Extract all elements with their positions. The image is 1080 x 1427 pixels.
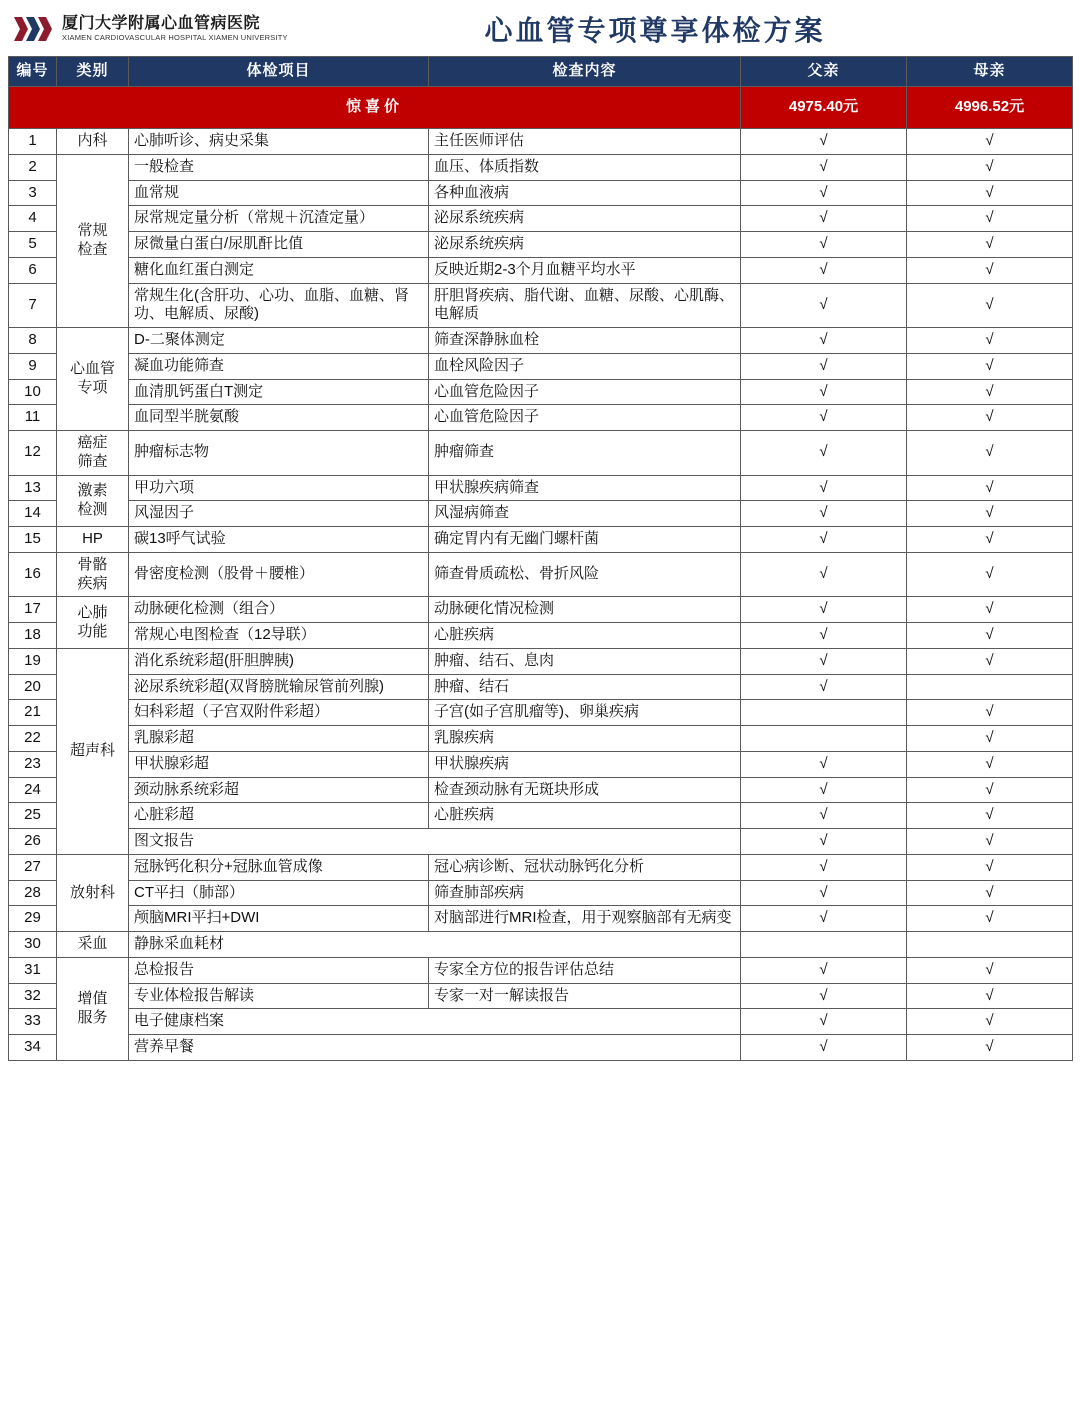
row-category: 激素 检测 <box>57 475 129 527</box>
row-description: 主任医师评估 <box>429 129 741 155</box>
father-check <box>741 932 907 958</box>
row-item: 尿微量白蛋白/尿肌酐比值 <box>129 232 429 258</box>
table-row <box>9 257 1073 283</box>
row-category: 常规 检查 <box>57 154 129 327</box>
table-row <box>9 777 1073 803</box>
row-number: 18 <box>9 623 57 649</box>
father-check: √ <box>741 475 907 501</box>
row-description: 肿瘤、结石、息肉 <box>429 648 741 674</box>
row-description: 检查颈动脉有无斑块形成 <box>429 777 741 803</box>
row-number: 28 <box>9 880 57 906</box>
row-category: 采血 <box>57 932 129 958</box>
row-category: 癌症 筛查 <box>57 431 129 476</box>
row-description: 反映近期2-3个月血糖平均水平 <box>429 257 741 283</box>
row-description: 血压、体质指数 <box>429 154 741 180</box>
row-description: 筛查肺部疾病 <box>429 880 741 906</box>
row-description: 心脏疾病 <box>429 623 741 649</box>
mother-check: √ <box>907 880 1073 906</box>
row-item: 心肺听诊、病史采集 <box>129 129 429 155</box>
mother-check: √ <box>907 957 1073 983</box>
row-description: 子宫(如子宫肌瘤等)、卵巢疾病 <box>429 700 741 726</box>
mother-check: √ <box>907 552 1073 597</box>
row-item: 糖化血红蛋白测定 <box>129 257 429 283</box>
row-category: 心肺 功能 <box>57 597 129 649</box>
row-item: 营养早餐 <box>129 1035 741 1061</box>
mother-check: √ <box>907 527 1073 553</box>
father-check: √ <box>741 154 907 180</box>
table-row <box>9 206 1073 232</box>
hospital-logo <box>8 13 298 45</box>
father-check: √ <box>741 353 907 379</box>
mother-check: √ <box>907 379 1073 405</box>
row-number: 27 <box>9 854 57 880</box>
table-row <box>9 431 1073 476</box>
row-description: 甲状腺疾病筛查 <box>429 475 741 501</box>
mother-check: √ <box>907 623 1073 649</box>
mother-check: √ <box>907 1035 1073 1061</box>
table-header <box>9 57 1073 87</box>
row-number: 33 <box>9 1009 57 1035</box>
row-number: 4 <box>9 206 57 232</box>
mother-check: √ <box>907 431 1073 476</box>
father-check: √ <box>741 283 907 328</box>
table-row <box>9 405 1073 431</box>
hospital-name-en: XIAMEN CARDIOVASCULAR HOSPITAL XIAMEN UNIVERSITY <box>62 33 288 43</box>
mother-check: √ <box>907 648 1073 674</box>
father-check: √ <box>741 328 907 354</box>
row-number: 30 <box>9 932 57 958</box>
table-row <box>9 232 1073 258</box>
row-description: 肝胆肾疾病、脂代谢、血糖、尿酸、心肌酶、电解质 <box>429 283 741 328</box>
row-item: 风湿因子 <box>129 501 429 527</box>
table-row <box>9 829 1073 855</box>
row-item: 消化系统彩超(肝胆脾胰) <box>129 648 429 674</box>
row-item: 一般检查 <box>129 154 429 180</box>
table-row <box>9 623 1073 649</box>
row-number: 8 <box>9 328 57 354</box>
row-item: 动脉硬化检测（组合） <box>129 597 429 623</box>
row-description: 动脉硬化情况检测 <box>429 597 741 623</box>
table-row <box>9 1009 1073 1035</box>
father-check: √ <box>741 379 907 405</box>
row-category: 超声科 <box>57 648 129 854</box>
mother-check: √ <box>907 829 1073 855</box>
mother-check: √ <box>907 803 1073 829</box>
father-check: √ <box>741 674 907 700</box>
table-row <box>9 854 1073 880</box>
mother-check: √ <box>907 983 1073 1009</box>
table-row <box>9 726 1073 752</box>
father-check: √ <box>741 880 907 906</box>
hospital-logo-text <box>62 16 288 43</box>
row-number: 11 <box>9 405 57 431</box>
mother-check: √ <box>907 206 1073 232</box>
father-check: √ <box>741 552 907 597</box>
table-row <box>9 1035 1073 1061</box>
table-row <box>9 154 1073 180</box>
row-category: 骨骼 疾病 <box>57 552 129 597</box>
table-body <box>9 87 1073 1061</box>
father-check: √ <box>741 829 907 855</box>
mother-check: √ <box>907 751 1073 777</box>
row-item: 碳13呼气试验 <box>129 527 429 553</box>
mother-check: √ <box>907 180 1073 206</box>
father-check: √ <box>741 983 907 1009</box>
mother-check: √ <box>907 726 1073 752</box>
row-item: 妇科彩超（子宫双附件彩超） <box>129 700 429 726</box>
price-label: 惊喜价 <box>9 87 741 129</box>
row-category: 放射科 <box>57 854 129 931</box>
row-item: 常规生化(含肝功、心功、血脂、血糖、肾功、电解质、尿酸) <box>129 283 429 328</box>
row-number: 17 <box>9 597 57 623</box>
table-row <box>9 983 1073 1009</box>
father-check: √ <box>741 777 907 803</box>
father-check <box>741 726 907 752</box>
row-item: 颈动脉系统彩超 <box>129 777 429 803</box>
row-description: 乳腺疾病 <box>429 726 741 752</box>
mother-check: √ <box>907 777 1073 803</box>
row-description: 心脏疾病 <box>429 803 741 829</box>
row-item: 乳腺彩超 <box>129 726 429 752</box>
row-item: 冠脉钙化积分+冠脉血管成像 <box>129 854 429 880</box>
row-description: 确定胃内有无幽门螺杆菌 <box>429 527 741 553</box>
father-check: √ <box>741 623 907 649</box>
table-row <box>9 501 1073 527</box>
row-item: 凝血功能筛查 <box>129 353 429 379</box>
row-item: 血同型半胱氨酸 <box>129 405 429 431</box>
row-description: 专家一对一解读报告 <box>429 983 741 1009</box>
row-number: 22 <box>9 726 57 752</box>
row-item: 电子健康档案 <box>129 1009 741 1035</box>
mother-check: √ <box>907 283 1073 328</box>
row-item: 专业体检报告解读 <box>129 983 429 1009</box>
father-check: √ <box>741 232 907 258</box>
table-row <box>9 700 1073 726</box>
row-number: 32 <box>9 983 57 1009</box>
col-header-desc: 检查内容 <box>429 57 741 87</box>
father-check: √ <box>741 751 907 777</box>
row-description: 肿瘤筛查 <box>429 431 741 476</box>
table-row <box>9 475 1073 501</box>
row-category: 心血管 专项 <box>57 328 129 431</box>
hospital-logo-icon <box>12 13 56 45</box>
father-check: √ <box>741 431 907 476</box>
row-item: 血常规 <box>129 180 429 206</box>
father-check: √ <box>741 129 907 155</box>
table-header-row <box>9 57 1073 87</box>
price-father: 4975.40元 <box>741 87 907 129</box>
table-row <box>9 180 1073 206</box>
table-row <box>9 379 1073 405</box>
row-description: 心血管危险因子 <box>429 405 741 431</box>
row-number: 1 <box>9 129 57 155</box>
father-check: √ <box>741 1035 907 1061</box>
row-item: 甲状腺彩超 <box>129 751 429 777</box>
father-check: √ <box>741 527 907 553</box>
table-row <box>9 751 1073 777</box>
mother-check <box>907 932 1073 958</box>
row-category: HP <box>57 527 129 553</box>
row-number: 10 <box>9 379 57 405</box>
row-description: 心血管危险因子 <box>429 379 741 405</box>
table-row <box>9 648 1073 674</box>
row-number: 6 <box>9 257 57 283</box>
row-description: 血栓风险因子 <box>429 353 741 379</box>
row-number: 31 <box>9 957 57 983</box>
mother-check: √ <box>907 405 1073 431</box>
table-row <box>9 880 1073 906</box>
row-description: 筛查骨质疏松、骨折风险 <box>429 552 741 597</box>
father-check: √ <box>741 180 907 206</box>
row-description: 筛查深静脉血栓 <box>429 328 741 354</box>
row-item: 甲功六项 <box>129 475 429 501</box>
row-item: 肿瘤标志物 <box>129 431 429 476</box>
row-description: 风湿病筛查 <box>429 501 741 527</box>
row-category: 增值 服务 <box>57 957 129 1060</box>
father-check: √ <box>741 957 907 983</box>
row-description: 各种血液病 <box>429 180 741 206</box>
page-title: 心血管专项尊享体检方案 <box>484 16 826 47</box>
row-number: 13 <box>9 475 57 501</box>
mother-check: √ <box>907 475 1073 501</box>
hospital-name-cn: 厦门大学附属心血管病医院 <box>62 14 261 32</box>
row-item: 常规心电图检查（12导联） <box>129 623 429 649</box>
row-number: 26 <box>9 829 57 855</box>
col-header-no: 编号 <box>9 57 57 87</box>
price-row <box>9 87 1073 129</box>
table-row <box>9 552 1073 597</box>
table-row <box>9 803 1073 829</box>
row-number: 29 <box>9 906 57 932</box>
father-check: √ <box>741 501 907 527</box>
row-description: 泌尿系统疾病 <box>429 206 741 232</box>
row-number: 34 <box>9 1035 57 1061</box>
row-item: 骨密度检测（股骨＋腰椎） <box>129 552 429 597</box>
row-number: 23 <box>9 751 57 777</box>
row-item: CT平扫（肺部） <box>129 880 429 906</box>
row-item: D-二聚体测定 <box>129 328 429 354</box>
table-row <box>9 597 1073 623</box>
mother-check: √ <box>907 257 1073 283</box>
father-check: √ <box>741 803 907 829</box>
row-item: 心脏彩超 <box>129 803 429 829</box>
row-number: 20 <box>9 674 57 700</box>
father-check: √ <box>741 854 907 880</box>
row-number: 25 <box>9 803 57 829</box>
mother-check: √ <box>907 154 1073 180</box>
row-number: 7 <box>9 283 57 328</box>
row-number: 2 <box>9 154 57 180</box>
row-item: 泌尿系统彩超(双肾膀胱输尿管前列腺) <box>129 674 429 700</box>
row-number: 19 <box>9 648 57 674</box>
mother-check: √ <box>907 353 1073 379</box>
father-check <box>741 700 907 726</box>
mother-check: √ <box>907 232 1073 258</box>
mother-check: √ <box>907 1009 1073 1035</box>
table-row <box>9 328 1073 354</box>
row-category: 内科 <box>57 129 129 155</box>
row-item: 尿常规定量分析（常规＋沉渣定量） <box>129 206 429 232</box>
row-number: 24 <box>9 777 57 803</box>
row-number: 12 <box>9 431 57 476</box>
row-item: 颅脑MRI平扫+DWI <box>129 906 429 932</box>
checkup-items-table <box>8 56 1073 1061</box>
row-number: 14 <box>9 501 57 527</box>
table-row <box>9 906 1073 932</box>
col-header-father: 父亲 <box>741 57 907 87</box>
row-number: 15 <box>9 527 57 553</box>
mother-check: √ <box>907 700 1073 726</box>
row-number: 16 <box>9 552 57 597</box>
father-check: √ <box>741 206 907 232</box>
row-description: 肿瘤、结石 <box>429 674 741 700</box>
col-header-cat: 类别 <box>57 57 129 87</box>
table-row <box>9 527 1073 553</box>
row-item: 总检报告 <box>129 957 429 983</box>
table-row <box>9 283 1073 328</box>
mother-check: √ <box>907 328 1073 354</box>
col-header-item: 体检项目 <box>129 57 429 87</box>
row-description: 冠心病诊断、冠状动脉钙化分析 <box>429 854 741 880</box>
row-item: 血清肌钙蛋白T测定 <box>129 379 429 405</box>
row-number: 21 <box>9 700 57 726</box>
father-check: √ <box>741 257 907 283</box>
father-check: √ <box>741 648 907 674</box>
row-number: 9 <box>9 353 57 379</box>
row-item: 静脉采血耗材 <box>129 932 741 958</box>
mother-check: √ <box>907 906 1073 932</box>
father-check: √ <box>741 597 907 623</box>
father-check: √ <box>741 906 907 932</box>
mother-check: √ <box>907 854 1073 880</box>
father-check: √ <box>741 405 907 431</box>
table-row <box>9 674 1073 700</box>
row-number: 5 <box>9 232 57 258</box>
row-description: 对脑部进行MRI检查，用于观察脑部有无病变 <box>429 906 741 932</box>
father-check: √ <box>741 1009 907 1035</box>
col-header-mother: 母亲 <box>907 57 1073 87</box>
row-item: 图文报告 <box>129 829 741 855</box>
table-row <box>9 353 1073 379</box>
row-number: 3 <box>9 180 57 206</box>
mother-check <box>907 674 1073 700</box>
row-description: 甲状腺疾病 <box>429 751 741 777</box>
table-row <box>9 957 1073 983</box>
document-header <box>8 6 1072 52</box>
mother-check: √ <box>907 597 1073 623</box>
price-mother: 4996.52元 <box>907 87 1073 129</box>
row-description: 泌尿系统疾病 <box>429 232 741 258</box>
mother-check: √ <box>907 501 1073 527</box>
row-description: 专家全方位的报告评估总结 <box>429 957 741 983</box>
table-row <box>9 129 1073 155</box>
mother-check: √ <box>907 129 1073 155</box>
table-row <box>9 932 1073 958</box>
